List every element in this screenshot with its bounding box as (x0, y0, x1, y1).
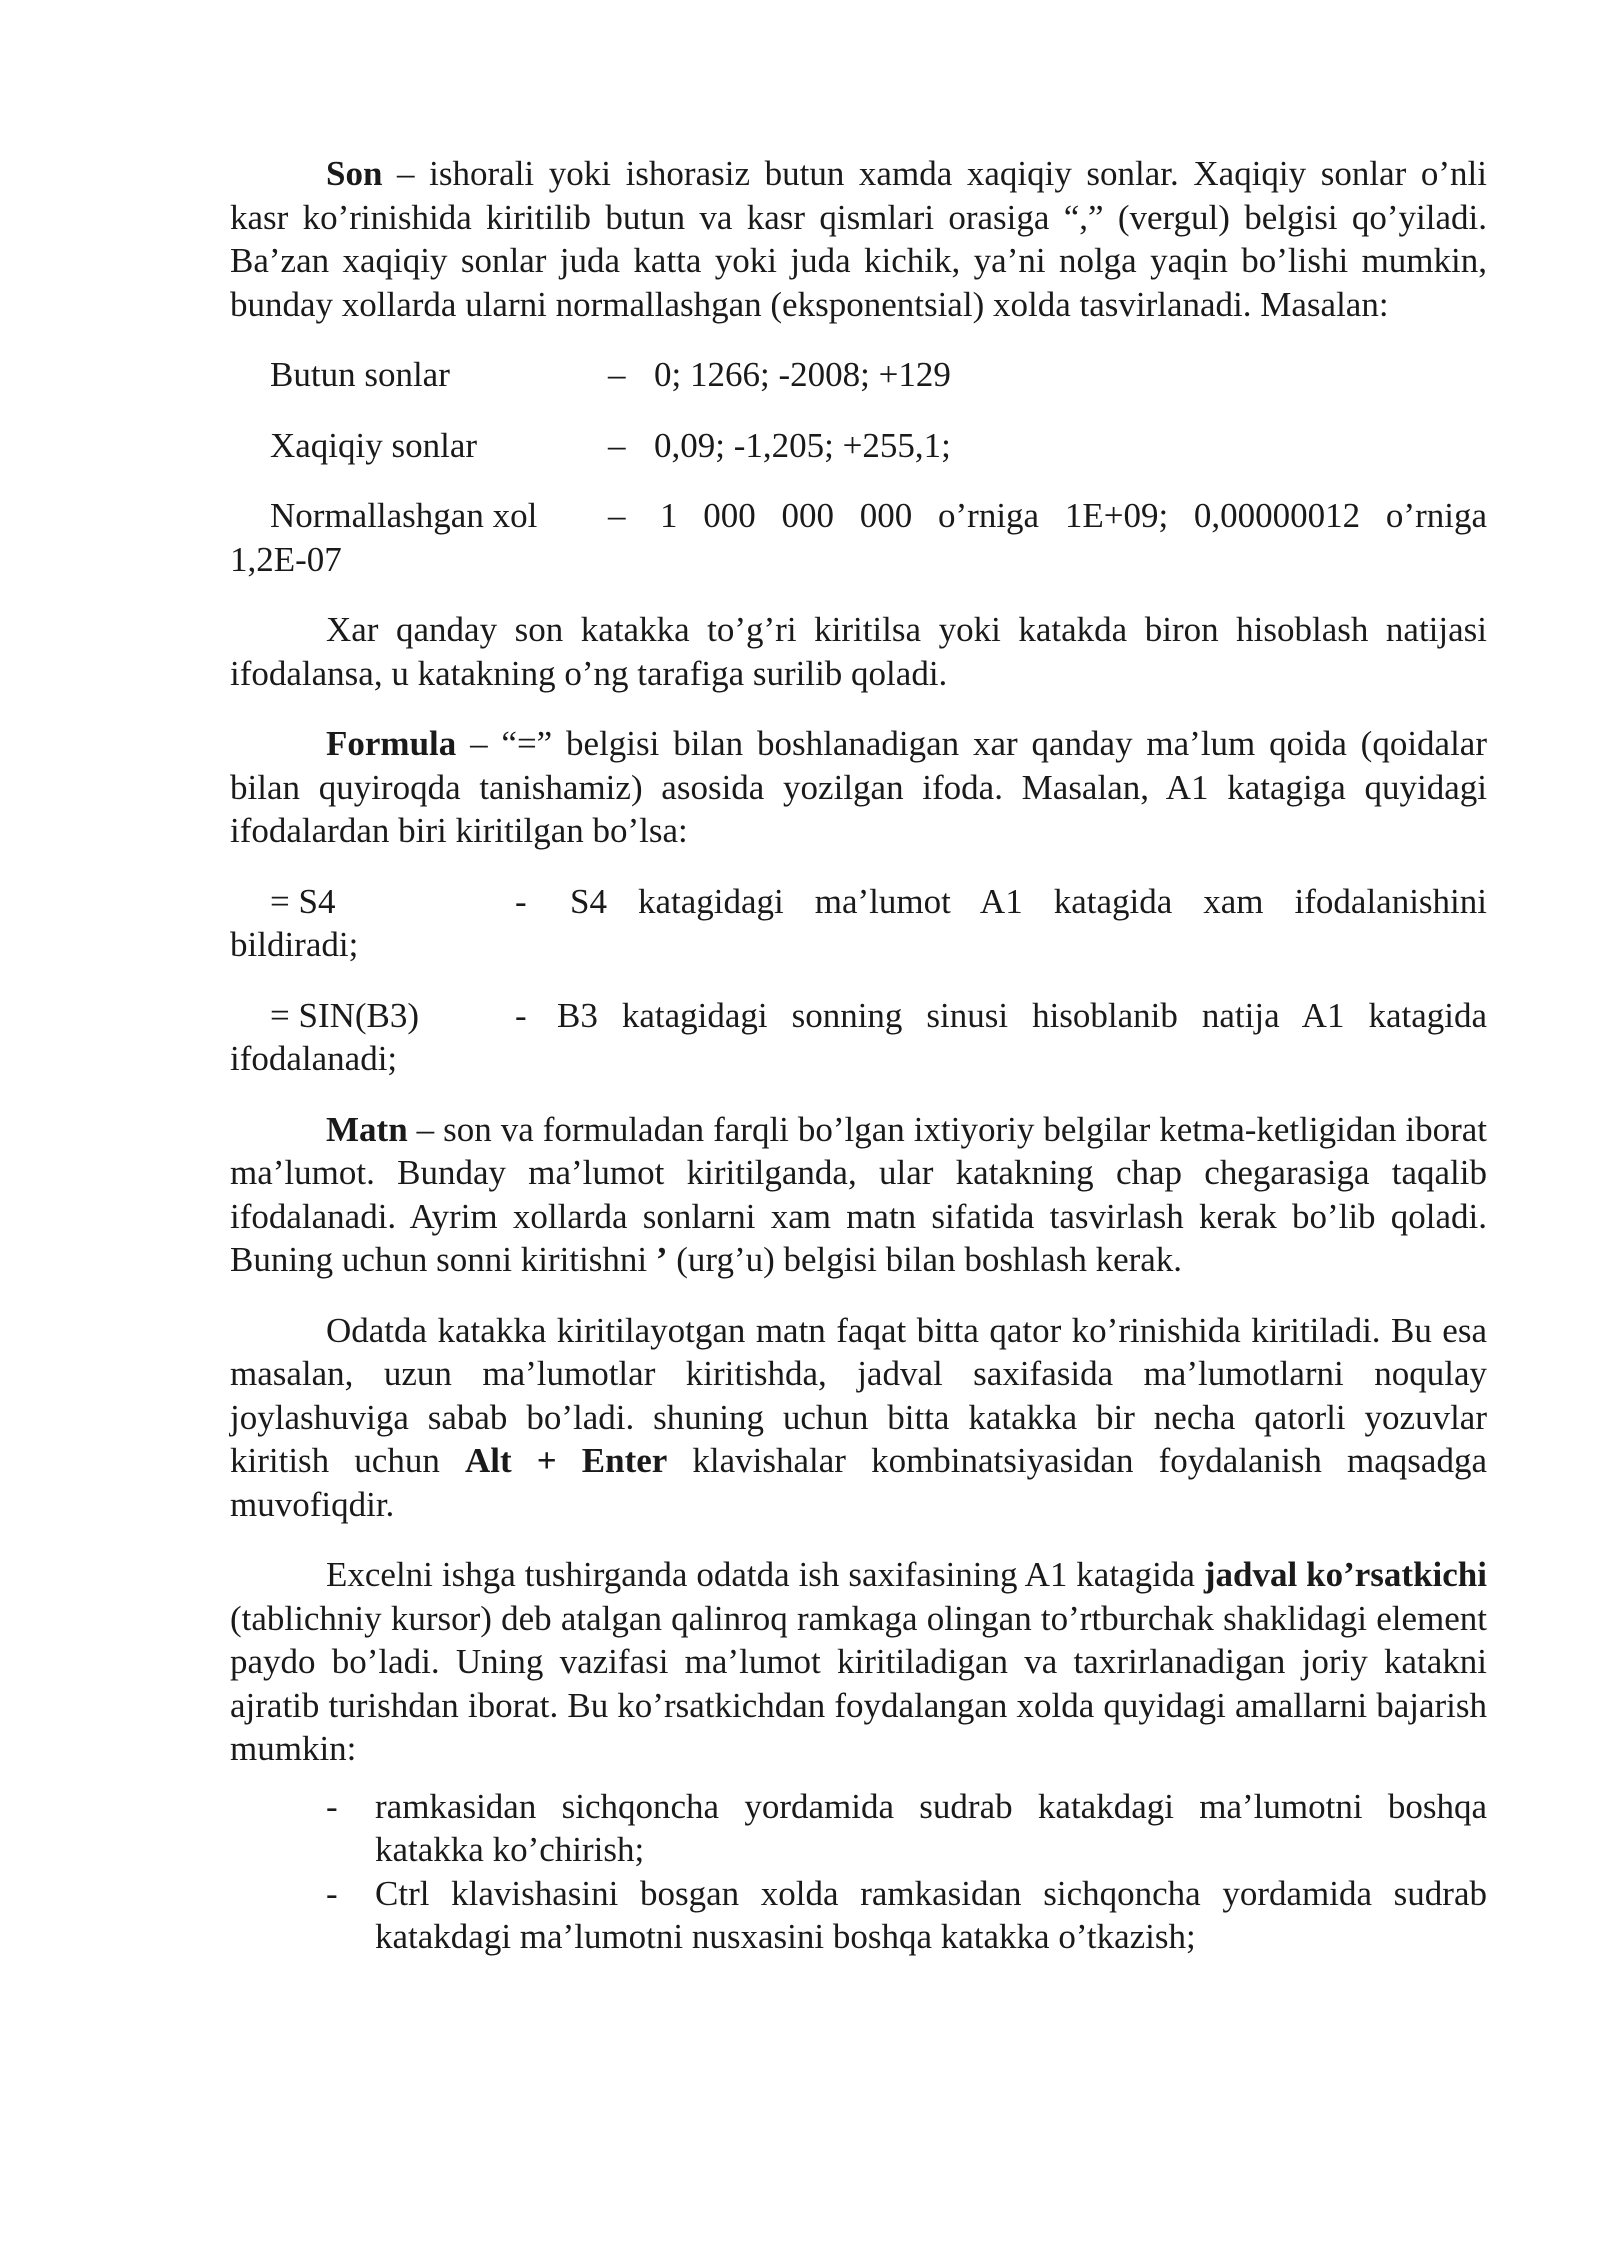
example-dash: – (608, 425, 626, 465)
formula-row (230, 994, 1487, 1038)
normalized-example (230, 494, 1487, 581)
multiline-text: Odatda katakka kiritilayotgan matn faqat bitta qator ko’rinishida kiritiladi. Bu esa masalan, uzun ma’lumotlar kiritishda, jadval saxifasida ma’lumotlarni noqulay joylashuviga sabab bo’ladi. shuning uchun bitta katakka bir necha qatorli yozuvlar kiritish uchun (230, 1310, 1487, 1480)
formula-dash: - (515, 995, 527, 1035)
formula-continuation: ifodalanadi; (230, 1039, 398, 1078)
normalized-row (230, 494, 1487, 538)
list-item (230, 1872, 1487, 1959)
number-examples (230, 353, 1487, 467)
apostrophe-mark: ’ (655, 1240, 668, 1279)
formula-row (230, 880, 1487, 924)
formula-dash: - (515, 881, 527, 921)
formula-value: S4 katagidagi ma’lumot A1 katagida xam ifodalanishini (570, 881, 1487, 921)
list-item-text: ramkasidan sichqoncha yordamida sudrab katakdagi ma’lumotni boshqa katakka ko’chirish; (375, 1786, 1487, 1869)
normalized-continuation: 1,2E-07 (230, 539, 342, 579)
term-matn: Matn (326, 1109, 408, 1149)
example-value: 0,09; -1,205; +255,1; (654, 425, 951, 465)
formula-continuation: bildiradi; (230, 925, 359, 964)
term-table-cursor: jadval ko’rsatkichi (1203, 1555, 1487, 1594)
normalized-dash: – (608, 496, 626, 535)
example-label: Butun sonlar (270, 355, 450, 394)
son-text: – ishorali yoki ishorasiz butun xamda xaqiqiy sonlar. Xaqiqiy sonlar o’nli kasr ko’rinishida kiritilib butun va kasr qismlari orasiga “,” (vergul) belgisi qo’yiladi. Ba’zan xaqiqiy sonlar juda katta yoki juda kichik, ya’ni nolga yaqin bo’lishi mumkin, bunday xollarda ularni normallashgan (eksponentsial) xolda tasvirlanadi. Masalan: (230, 154, 1487, 324)
example-row-real (230, 424, 1487, 468)
list-item-text: Ctrl klavishasini bosgan xolda ramkasidan sichqoncha yordamida sudrab katakdagi ma’lumotni nusxasini boshqa katakka o’tkazish; (375, 1873, 1487, 1956)
list-bullet: - (326, 1786, 338, 1826)
list-bullet: - (326, 1873, 338, 1913)
list-item (230, 1785, 1487, 1872)
example-label: Xaqiqiy sonlar (270, 425, 478, 465)
paragraph-multiline (230, 1309, 1487, 1527)
term-son: Son (326, 154, 383, 193)
paragraph-son (230, 152, 1487, 326)
formula-label: = S4 (270, 881, 336, 921)
paragraph-formula (230, 722, 1487, 853)
example-dash: – (608, 355, 626, 394)
formula-example-1 (230, 880, 1487, 967)
normalized-label: Normallashgan xol (270, 496, 538, 535)
document-body (230, 152, 1487, 1959)
key-combination: Alt + Enter (464, 1441, 668, 1480)
formula-text: – “=” belgisi bilan boshlanadigan xar qanday ma’lum qoida (qoidalar bilan quyiroqda tanishamiz) asosida yozilgan ifoda. Masalan, A1 katagiga quyidagi ifodalardan biri kiritilgan bo’lsa: (230, 724, 1487, 850)
matn-text-end: (urg’u) belgisi bilan boshlash kerak. (667, 1240, 1183, 1279)
cursor-text: Excelni ishga tushirganda odatda ish saxifasining A1 katagida (326, 1555, 1204, 1594)
multiline-text-end: klavishalar kombinatsiyasidan foydalanish maqsadga muvofiqdir. (230, 1441, 1487, 1524)
right-align-text: Xar qanday son katakka to’g’ri kiritilsa yoki katakda biron hisoblash natijasi ifodalansa, u katakning o’ng tarafiga surilib qoladi. (230, 610, 1487, 693)
matn-text: – son va formuladan farqli bo’lgan ixtiyoriy belgilar ketma-ketligidan iborat ma’lumot. Bunday ma’lumot kiritilganda, ular katakning chap chegarasiga taqalib ifodalanadi. Ayrim xollarda sonlarni xam matn sifatida tasvirlash kerak bo’lib qoladi. Buning uchun sonni kiritishni (230, 1109, 1487, 1279)
example-value: 0; 1266; -2008; +129 (654, 355, 951, 394)
formula-example-2 (230, 994, 1487, 1081)
normalized-value: 1 000 000 000 o’rniga 1E+09; 0,00000012 o’rniga (660, 496, 1487, 535)
paragraph-cursor (230, 1553, 1487, 1771)
cursor-text-end: (tablichniy kursor) deb atalgan qalinroq ramkaga olingan to’rtburchak shaklidagi element paydo bo’ladi. Uning vazifasi ma’lumot kiritiladigan va taxrirlanadigan joriy katakni ajratib turishdan iborat. Bu ko’rsatkichdan foydalangan xolda quyidagi amallarni bajarish mumkin: (230, 1598, 1487, 1768)
example-row-integer (230, 353, 1487, 397)
paragraph-right-align (230, 608, 1487, 695)
paragraph-matn (230, 1108, 1487, 1282)
actions-list (230, 1785, 1487, 1959)
term-formula: Formula (326, 724, 457, 763)
formula-label: = SIN(B3) (270, 995, 420, 1035)
formula-value: B3 katagidagi sonning sinusi hisoblanib natija A1 katagida (557, 995, 1487, 1035)
